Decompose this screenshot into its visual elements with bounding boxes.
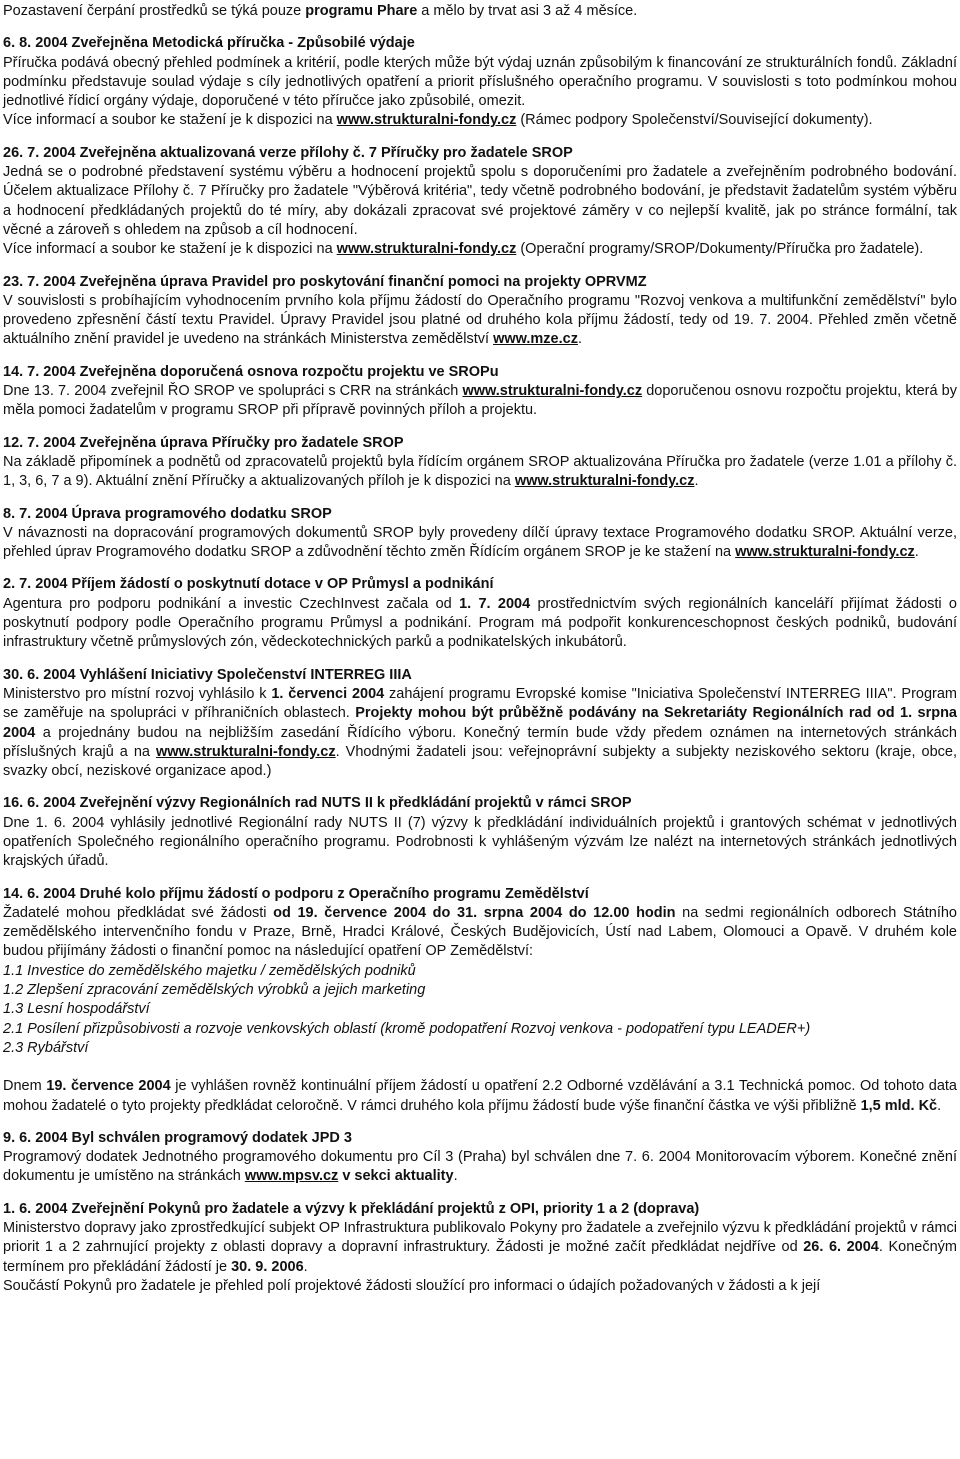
entry-title <box>3 1129 957 1148</box>
entry-paragraph <box>3 54 957 112</box>
entry-title <box>3 1200 957 1219</box>
text-segment: Agentura pro podporu podnikání a investic CzechInvest začala od <box>3 595 460 612</box>
text-segment: . <box>453 1168 458 1185</box>
list-item: 1.3 Lesní hospodářství <box>3 1001 150 1018</box>
text-segment: (Operační programy/SROP/Dokumenty/Příručka pro žadatele). <box>516 241 924 258</box>
entry-paragraph <box>3 1148 957 1187</box>
emphasized-text: od 19. července 2004 do 31. srpna 2004 do 12.00 hodin <box>273 904 676 921</box>
text-segment: 26. 7. 2004 Zveřejněna aktualizovaná verze přílohy č. 7 Příručky pro žadatele SROP <box>3 144 573 161</box>
text-segment: prostřednictvím svých regionálních kanceláří přijímat žádosti o poskytnutí podpory podle Operačního programu Průmysl a podnikání. Program má podpořit konkurenceschopnost českých podniků, budování infrastruktury včetně průmyslových zón, vědeckotechnických parků a podnikatelských inkubátorů. <box>3 595 957 651</box>
entry-title <box>3 885 957 904</box>
entry-paragraph <box>3 382 957 421</box>
entry-paragraph <box>3 524 957 563</box>
entry-paragraph <box>3 685 957 781</box>
text-segment: Dne 1. 6. 2004 vyhlásily jednotlivé Regionální rady NUTS II (7) výzvy k předkládání individuálních projektů i grantových schémat v jednotlivých opatřeních Společného regionálního operačního programu. Podrobnosti k vyhlášeným výzvám lze nalézt na internetových stránkách jednotlivých krajských úřadů. <box>3 814 957 870</box>
website-link[interactable]: www.mpsv.cz <box>244 1168 339 1185</box>
news-entry <box>3 34 957 130</box>
website-link[interactable]: www.strukturalni-fondy.cz <box>735 544 915 561</box>
text-segment: Na základě připomínek a podnětů od zpracovatelů projektů byla řídícím orgánem SROP aktualizována Příručka pro žadatele (verze 1.01 a přílohy č. 1, 3, 6, 7 a 9). Aktuální znění Příručky a aktualizovaných příloh je k dispozici na <box>3 453 957 490</box>
list-item: 2.3 Rybářství <box>3 1039 89 1056</box>
text-segment: . <box>303 1258 308 1275</box>
text-segment: 2. 7. 2004 Příjem žádostí o poskytnutí dotace v OP Průmysl a podnikání <box>3 576 494 593</box>
list-item: 2.1 Posílení přizpůsobivosti a rozvoje venkovských oblastí (kromě podopatření Rozvoj venkova - podopatření typu LEADER+) <box>3 1020 811 1037</box>
text-segment: . <box>577 331 582 348</box>
website-link[interactable]: www.strukturalni-fondy.cz <box>336 241 517 258</box>
emphasized-text: 30. 9. 2006 <box>231 1258 304 1275</box>
text-segment: . Konečným termínem pro překládání žádostí je <box>3 1239 957 1275</box>
intro-paragraph <box>3 2 957 21</box>
text-segment: Více informací a soubor ke stažení je k dispozici na <box>3 112 337 129</box>
entry-paragraph <box>3 1219 957 1277</box>
news-list <box>3 34 957 1296</box>
news-entry <box>3 505 957 563</box>
entry-title <box>3 666 957 685</box>
text-segment: . <box>694 473 699 490</box>
text-segment: 30. 6. 2004 Vyhlášení Iniciativy Společenství INTERREG IIIA <box>3 666 412 683</box>
emphasized-text: 1,5 mld. Kč <box>860 1097 938 1114</box>
news-entry <box>3 1200 957 1296</box>
emphasized-text: 19. července 2004 <box>46 1078 171 1095</box>
text-segment: Ministerstvo dopravy jako zprostředkující subjekt OP Infrastruktura publikovalo Pokyny pro žadatele a zveřejnilo výzvu k předkládání projektů v rámci priorit 1 a 2 zahrnující projekty z oblasti dopravy a dopravní infrastruktury. Žádosti je možné začít předkládat nejdříve od <box>3 1220 957 1256</box>
emphasized-text: Projekty mohou být průběžně podávány na Sekretariáty Regionálních rad od 1. srpna 2004 <box>3 705 957 741</box>
news-entry <box>3 794 957 871</box>
emphasized-text: programu Phare <box>305 3 418 19</box>
website-link[interactable]: www.mze.cz <box>493 331 578 348</box>
list-item: 1.2 Zlepšení zpracování zemědělských výrobků a jejich marketing <box>3 982 426 999</box>
text-segment: Ministerstvo pro místní rozvoj vyhlásilo k <box>3 685 272 702</box>
news-entry <box>3 1129 957 1187</box>
text-segment: V souvislosti s probíhajícím vyhodnocením prvního kola příjmu žádostí do Operačního programu "Rozvoj venkova a multifunkční zemědělství" bylo provedeno zpřesnění částí textu Pravidel. Úpravy Pravidel jsou platné od druhého kola příjmu žádostí, tedy od 19. 7. 2004. Přehled změn včetně aktuálního znění pravidel je uvedeno na stránkách Ministerstva zemědělství <box>3 292 957 348</box>
news-entry <box>3 666 957 782</box>
news-entry <box>3 363 957 421</box>
entry-title <box>3 794 957 813</box>
entry-paragraph <box>3 163 957 240</box>
text-segment: V návaznosti na dopracování programových dokumentů SROP byly provedeny dílčí úpravy textace Programového dodatku SROP. Aktuální verze, přehled úprav Programového dodatku SROP a zdůvodnění těchto změn Řídícím orgánem SROP je ke stažení na <box>3 524 957 561</box>
text-segment: a mělo by trvat asi 3 až 4 měsíce. <box>417 3 638 19</box>
text-segment: 1. 6. 2004 Zveřejnění Pokynů pro žadatele a výzvy k překládání projektů z OPI, priority 1 a 2 (doprava) <box>3 1200 700 1217</box>
emphasized-text: 1. 7. 2004 <box>459 595 531 612</box>
entry-paragraph <box>3 292 957 350</box>
news-entry <box>3 434 957 492</box>
text-segment: je vyhlášen rovněž kontinuální příjem žádostí u opatření 2.2 Odborné vzdělávání a 3.1 Technická pomoc. Od tohoto data mohou žadatelé o tyto projekty předkládat celoročně. V rámci druhého kola příjmu žádostí bude výše finanční částka ve výši přibližně <box>3 1078 957 1114</box>
news-entry <box>3 575 957 652</box>
text-segment: 8. 7. 2004 Úprava programového dodatku SROP <box>3 505 332 522</box>
entry-paragraph <box>3 111 957 130</box>
text-segment: (Rámec podpory Společenství/Související dokumenty). <box>516 112 873 129</box>
text-segment: 6. 8. 2004 Zveřejněna Metodická příručka - Způsobilé výdaje <box>3 35 415 52</box>
website-link[interactable]: www.strukturalni-fondy.cz <box>514 473 695 490</box>
entry-title <box>3 363 957 382</box>
text-segment: Dne 13. 7. 2004 zveřejnil ŘO SROP ve spolupráci s CRR na stránkách <box>3 383 463 400</box>
news-entry <box>3 273 957 350</box>
text-segment: doporučenou osnovu rozpočtu projektu, která by měla pomoci žadatelům v programu SROP při přípravě povinných příloh a projektu. <box>3 383 957 419</box>
text-segment: Více informací a soubor ke stažení je k dispozici na <box>3 241 337 258</box>
text-segment: Součástí Pokynů pro žadatele je přehled polí projektové žádosti sloužící pro informaci o údajích požadovaných v žádosti a k její <box>3 1277 821 1294</box>
document-page <box>0 2 960 1296</box>
entry-paragraph <box>3 1277 957 1296</box>
entry-paragraph <box>3 595 957 653</box>
text-segment: Programový dodatek Jednotného programového dokumentu pro Cíl 3 (Praha) byl schválen dne 7. 6. 2004 Monitorovacím výborem. Konečné znění dokumentu je umístěno na stránkách <box>3 1149 957 1185</box>
text-segment: . <box>937 1097 942 1114</box>
text-segment: Jedná se o podrobné představení systému výběru a hodnocení projektů spolu s doporučeními pro žadatele a zveřejněním podrobného bodování. Účelem aktualizace Přílohy č. 7 Příručky pro žadatele "Výběrová kritéria", tedy včetně podrobného bodování, je představit žadatelům systém výběru a hodnocení předkládaných projektů do té míry, aby dokázali zpracovat své projektové záměry v co nejlepší kvalitě, jak po stránce formální, tak věcné a zároveň s ohledem na způsob a cíl hodnocení. <box>3 164 957 238</box>
website-link[interactable]: www.strukturalni-fondy.cz <box>462 383 643 400</box>
entry-title <box>3 144 957 163</box>
text-segment: 12. 7. 2004 Zveřejněna úprava Příručky pro žadatele SROP <box>3 434 404 451</box>
emphasized-text: 26. 6. 2004 <box>803 1239 879 1256</box>
website-link[interactable]: www.strukturalni-fondy.cz <box>336 112 517 129</box>
entry-title <box>3 34 957 53</box>
entry-title <box>3 434 957 453</box>
text-segment: Pozastavení čerpání prostředků se týká pouze <box>3 3 306 19</box>
measures-list <box>3 962 957 1058</box>
entry-paragraph <box>3 453 957 492</box>
entry-title <box>3 505 957 524</box>
text-segment: Dnem <box>3 1078 47 1095</box>
text-segment: . Vhodnými žadateli jsou: veřejnoprávní subjekty a subjekty neziskového sektoru (kraje, obce, svazky obcí, neziskové organizace apod.) <box>3 743 957 780</box>
news-entry <box>3 885 957 1116</box>
text-segment: 23. 7. 2004 Zveřejněna úprava Pravidel pro poskytování finanční pomoci na projekty OPRVMZ <box>3 273 647 290</box>
text-segment: 14. 6. 2004 Druhé kolo příjmu žádostí o podporu z Operačního programu Zemědělství <box>3 885 589 902</box>
text-segment: na sedmi regionálních odborech Státního zemědělského intervenčního fondu v Praze, Brně, Hradci Králové, Českých Budějovicích, Ústí nad Labem, Olomouci a Opavě. V druhém kole budou přijímány žádosti o finanční pomoc na následující opatření OP Zemědělství: <box>3 904 957 960</box>
spacer <box>3 1058 957 1077</box>
emphasized-text: 1. červenci 2004 <box>271 685 385 702</box>
emphasized-text: v sekci aktuality <box>338 1168 454 1185</box>
text-segment: 14. 7. 2004 Zveřejněna doporučená osnova rozpočtu projektu ve SROPu <box>3 363 499 380</box>
text-segment: Příručka podává obecný přehled podmínek a kritérií, podle kterých může být výdaj uznán způsobilým k financování ze strukturálních fondů. Základní podmínku představuje soulad výdaje s cíly jednotlivých opatření a priorit příslušného operačního programu. V souvislosti s toto podmínkou mohou jednotlivé řídicí orgány výdaje, doporučené v této příručce jako způsobilé, omezit. <box>3 54 957 110</box>
text-segment: a projednány budou na nejbližším zasedání Řídícího výboru. Konečný termín bude vždy předem oznámen na internetových stránkách příslušných krajů a na <box>3 724 957 760</box>
website-link[interactable]: www.strukturalni-fondy.cz <box>155 743 336 760</box>
text-segment: Žadatelé mohou předkládat své žádosti <box>3 904 274 921</box>
news-entry <box>3 144 957 260</box>
text-segment: . <box>914 544 919 561</box>
entry-title <box>3 575 957 594</box>
text-segment: zahájení programu Evropské komise "Iniciativa Společenství INTERREG IIIA". Program se zaměřuje na spolupráci v příhraničních oblastech. <box>3 685 957 722</box>
list-item: 1.1 Investice do zemědělského majetku / zemědělských podniků <box>3 962 416 979</box>
text-segment: 9. 6. 2004 Byl schválen programový dodatek JPD 3 <box>3 1129 352 1146</box>
entry-paragraph <box>3 1077 957 1116</box>
entry-title <box>3 273 957 292</box>
entry-paragraph <box>3 904 957 962</box>
entry-paragraph <box>3 240 957 259</box>
text-segment: 16. 6. 2004 Zveřejnění výzvy Regionálních rad NUTS II k předkládání projektů v rámci SROP <box>3 795 632 812</box>
entry-paragraph <box>3 814 957 872</box>
